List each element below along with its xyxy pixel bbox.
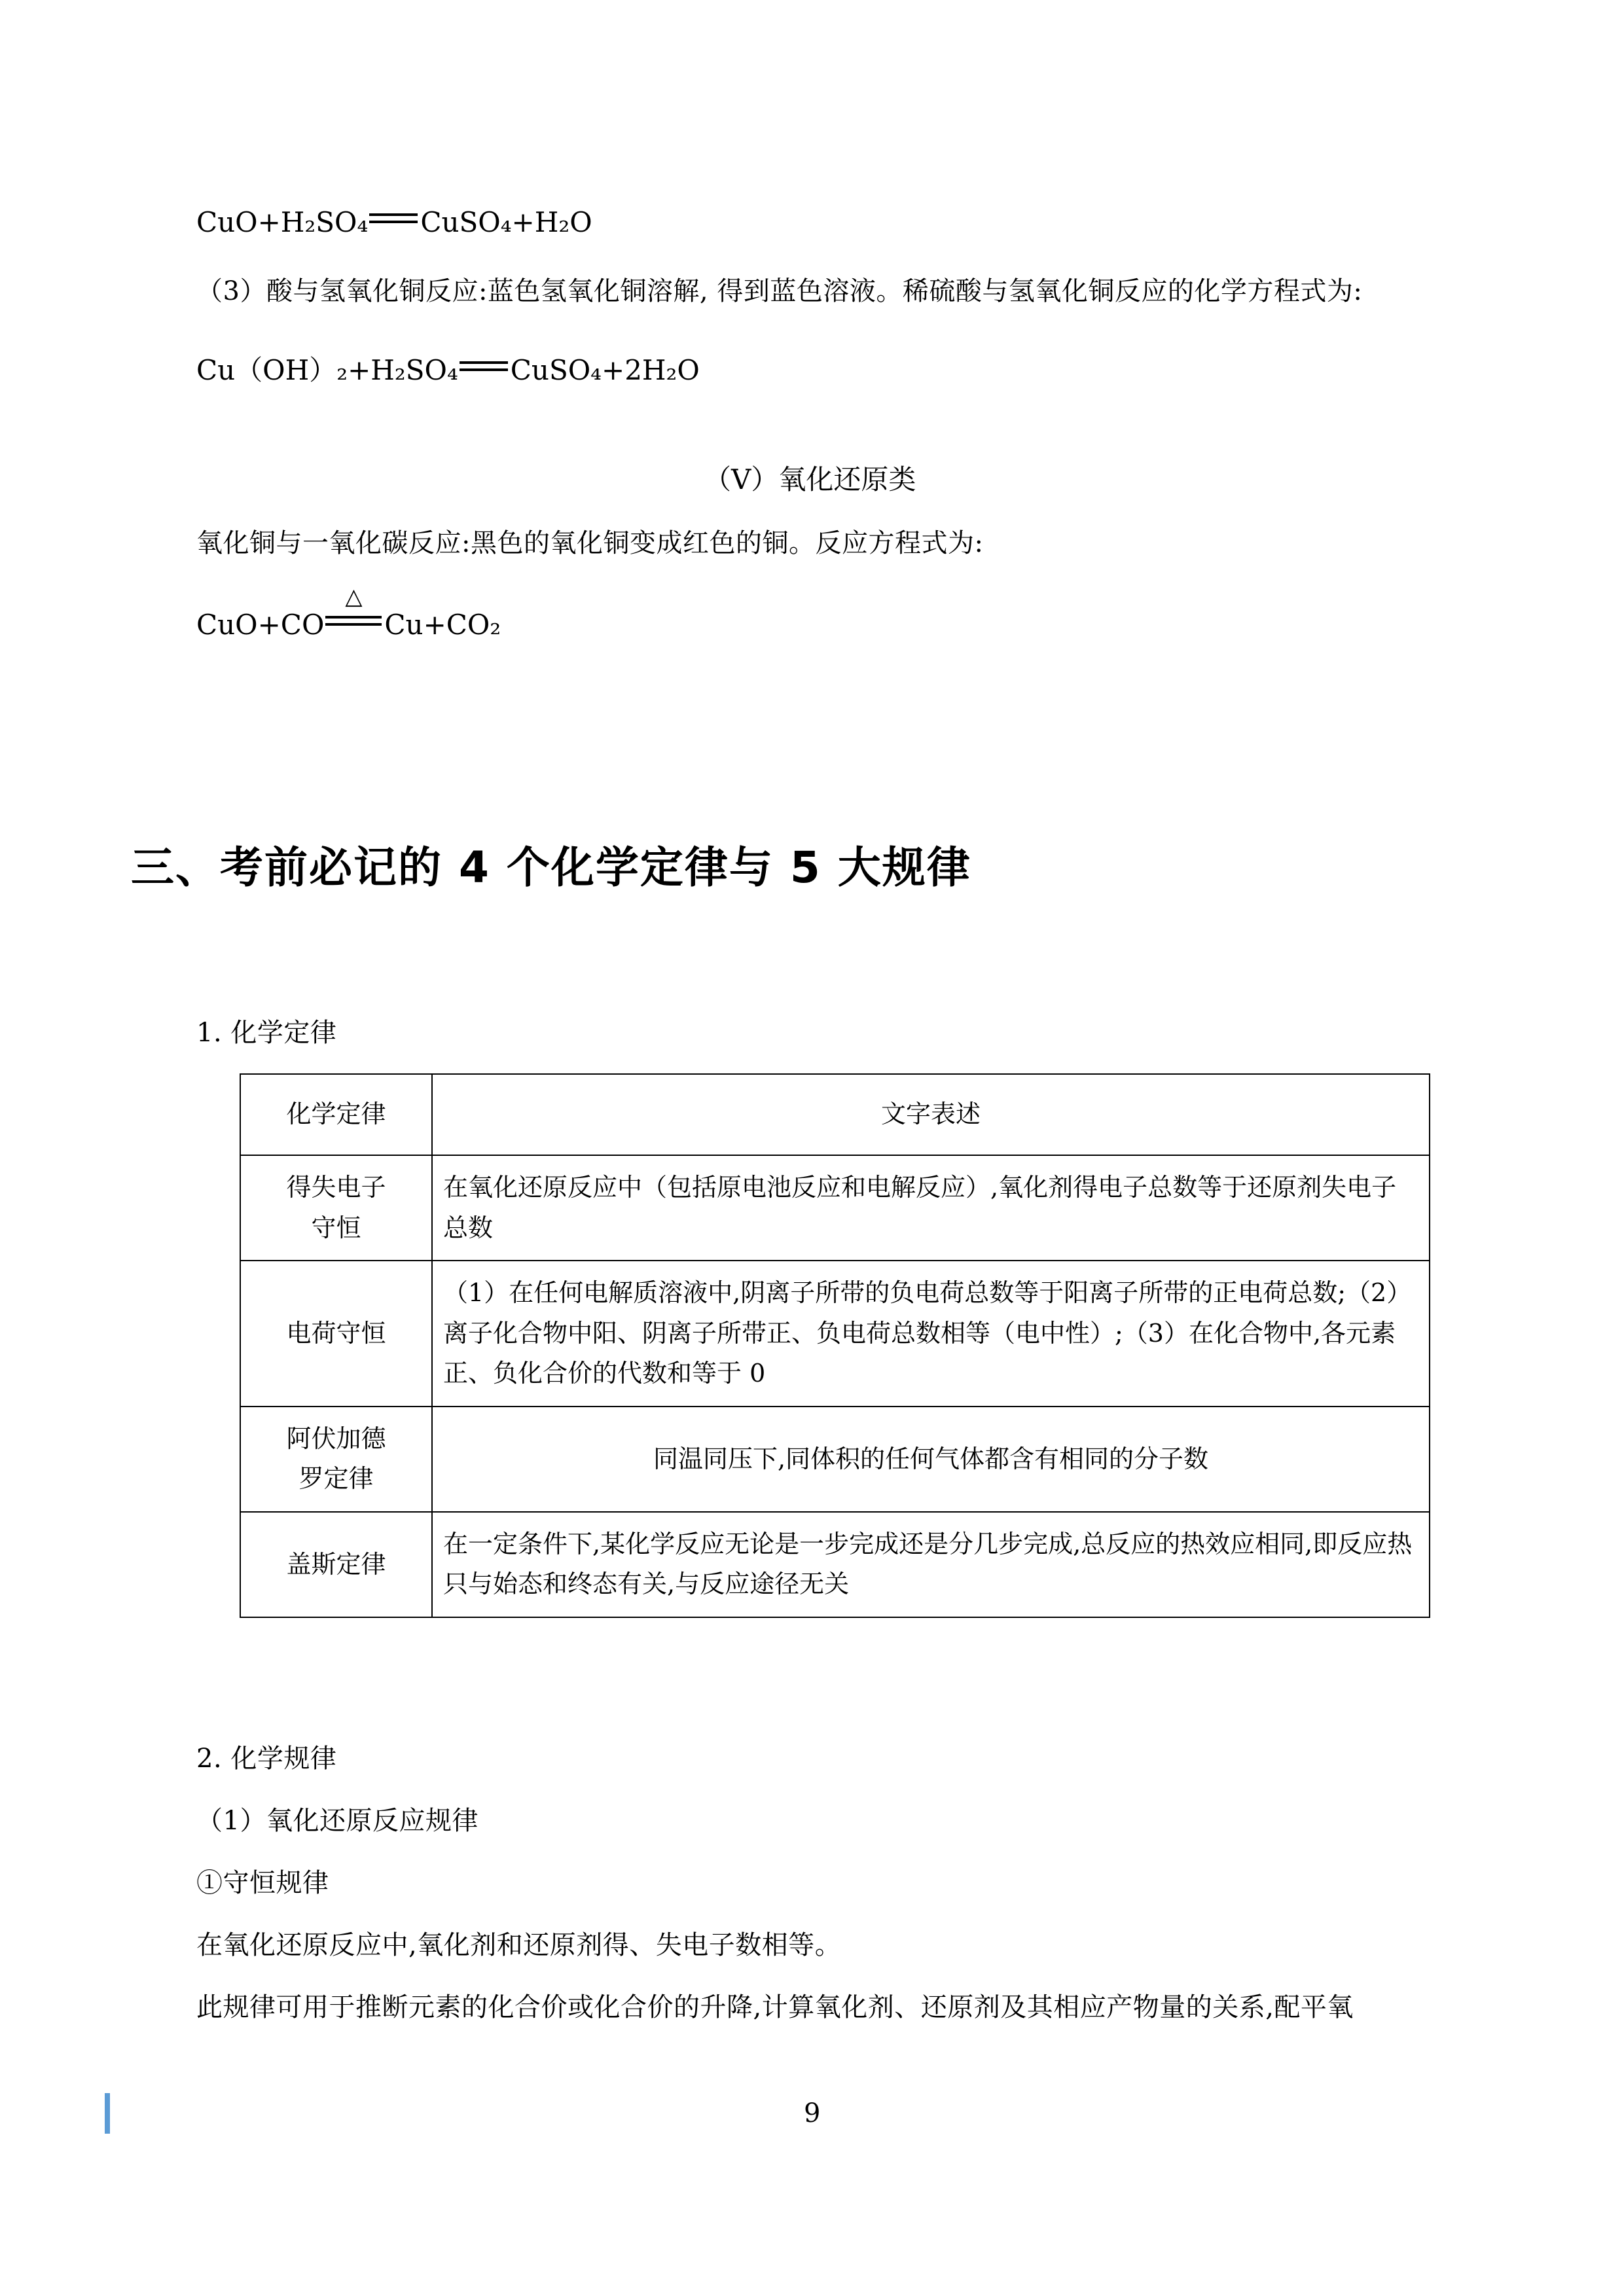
- law-name-line2: 罗定律: [298, 1464, 374, 1494]
- law-description-cell: （1）在任何电解质溶液中,阴离子所带的负电荷总数等于阳离子所带的正电荷总数;（2）离子化合物中阳、阴离子所带正、负电荷总数相等（电中性）;（3）在化合物中,各元素正、负化合价的代数和等于 0: [432, 1261, 1430, 1407]
- law-name-cell: [240, 1407, 432, 1512]
- law-name-cell: [240, 1512, 432, 1617]
- law-name-line2: 守恒: [311, 1213, 361, 1242]
- reaction-arrow-icon: [325, 584, 382, 628]
- equation-right-side: CuSO₄+H₂O: [420, 206, 592, 238]
- equation-cuo-co: [196, 584, 501, 641]
- table-row: [240, 1407, 1430, 1512]
- law-name-line1: 得失电子: [286, 1173, 386, 1202]
- law-name-cell: [240, 1261, 432, 1407]
- equation-left-side: CuO+H₂SO₄: [196, 206, 369, 238]
- rule-1-item-1-text: 在氧化还原反应中,氧化剂和还原剂得、失电子数相等。: [196, 1930, 842, 1960]
- acid-hydroxide-paragraph: （3）酸与氢氧化铜反应:蓝色氢氧化铜溶解, 得到蓝色溶液。稀硫酸与氢氧化铜反应的化学方程式为:: [196, 276, 1363, 306]
- equation-cuo-h2so4: [196, 206, 592, 238]
- law-name-cell: [240, 1155, 432, 1261]
- delta-condition-icon: △: [345, 584, 363, 610]
- reaction-arrow-icon: [460, 360, 508, 373]
- table-row: [240, 1261, 1430, 1407]
- rule-1-title: （1）氧化还原反应规律: [196, 1806, 478, 1836]
- law-description-cell: 在氧化还原反应中（包括原电池反应和电解反应）,氧化剂得电子总数等于还原剂失电子总数: [432, 1155, 1430, 1261]
- equation-cuoh2-h2so4: [196, 349, 700, 388]
- law-name-line1: 电荷守恒: [286, 1318, 386, 1348]
- table-row: [240, 1155, 1430, 1261]
- chapter-title: 三、考前必记的 4 个化学定律与 5 大规律: [131, 842, 971, 893]
- redox-intro-paragraph: 氧化铜与一氧化碳反应:黑色的氧化铜变成红色的铜。反应方程式为:: [196, 528, 984, 558]
- left-margin-mark: [105, 2093, 110, 2134]
- law-name-line1: 阿伏加德: [286, 1424, 386, 1453]
- rule-1-item-1-label: ①守恒规律: [196, 1868, 329, 1898]
- reaction-arrow-icon: [369, 212, 418, 225]
- rule-1-item-1-text2: 此规律可用于推断元素的化合价或化合价的升降,计算氧化剂、还原剂及其相应产物量的关系,配平氧: [196, 1992, 1354, 2022]
- table-header-description: 文字表述: [432, 1074, 1430, 1155]
- table-header-name: 化学定律: [240, 1074, 432, 1155]
- law-name-line1: 盖斯定律: [286, 1549, 386, 1579]
- chemical-laws-table: [240, 1073, 1430, 1618]
- equation-right-side: CuSO₄+2H₂O: [510, 354, 700, 386]
- subsection-2-label: 2. 化学规律: [196, 1744, 337, 1774]
- page-number: 9: [804, 2098, 821, 2128]
- table-header-row: [240, 1074, 1430, 1155]
- equation-right-side: Cu+CO₂: [384, 609, 501, 641]
- section-five-title: （Ⅴ）氧化还原类: [704, 463, 916, 495]
- subsection-1-label: 1. 化学定律: [196, 1018, 337, 1048]
- law-description-cell: 在一定条件下,某化学反应无论是一步完成还是分几步完成,总反应的热效应相同,即反应热只与始态和终态有关,与反应途径无关: [432, 1512, 1430, 1617]
- law-description-cell: 同温同压下,同体积的任何气体都含有相同的分子数: [432, 1407, 1430, 1512]
- table-row: [240, 1512, 1430, 1617]
- equation-left-side: CuO+CO: [196, 609, 325, 641]
- equation-left-side: Cu（OH）₂+H₂SO₄: [196, 354, 458, 386]
